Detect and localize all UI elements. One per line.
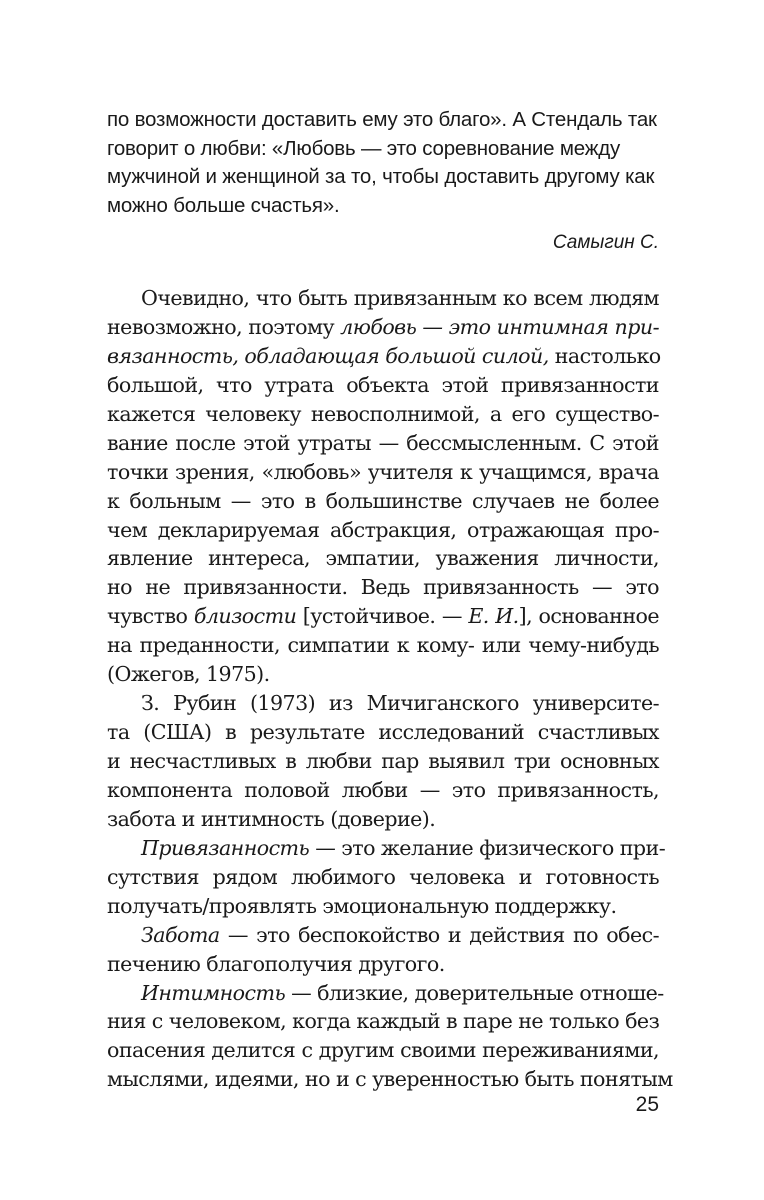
text-line: печению благополучия другого. — [107, 951, 445, 976]
text-run: невозможно, поэтому — [107, 314, 341, 339]
quote-line: мужчиной и женщиной за то, чтобы доставить другому как — [107, 165, 655, 188]
text-line — [107, 602, 659, 631]
text-line: но не привязанности. Ведь привязанность — это — [107, 575, 659, 600]
text-line: большой, что утрата объекта этой привязанности — [107, 372, 659, 397]
term-attachment: Привязанность — [141, 835, 310, 860]
text-line: и несчастливых в любви пар выявил три основных — [107, 749, 659, 773]
text-line: точки зрения, «любовь» учителя к учащимся, врача — [107, 459, 659, 484]
emphasis-text: близости — [193, 604, 297, 629]
text-run: ], основанное — [518, 604, 659, 629]
text-line: к больным — это в большинстве случаев не более — [107, 488, 659, 513]
text-line: кажется человеку невосполнимой, а его существо- — [107, 401, 659, 426]
book-page — [107, 0, 673, 1200]
text-line: вание после этой утраты — бессмысленным. С этой — [107, 430, 659, 455]
emphasis-text: любовь — это интимная при- — [340, 314, 659, 339]
page-number: 25 — [635, 1093, 659, 1116]
text-line: сутствия рядом любимого человека и готовность — [107, 864, 659, 889]
text-line: явление интереса, эмпатии, уважения личности, — [107, 546, 659, 571]
text-line: З. Рубин (1973) из Мичиганского университе- — [141, 691, 659, 716]
author-initials: Е. И. — [468, 604, 519, 629]
quote-line: по возможности доставить ему это благо». А Стендаль так — [107, 108, 657, 131]
text-line: ния с человеком, когда каждый в паре не только без — [107, 1009, 660, 1034]
emphasis-text: вязанность, обладающая большой силой, — [107, 343, 549, 368]
text-run: — это беспокойство и действия по обес- — [219, 922, 659, 947]
term-care: Забота — [141, 922, 220, 947]
text-run: [устойчивое. — — [296, 604, 469, 629]
text-run: — это желание физического при- — [309, 835, 666, 860]
text-line — [107, 313, 659, 342]
text-run: — близкие, доверительные отноше- — [285, 980, 664, 1005]
text-line: компонента половой любви — это привязанность, — [107, 777, 659, 802]
text-run: настолько — [548, 343, 661, 368]
text-line — [107, 834, 666, 863]
text-line: та (США) в результате исследований счастливых — [107, 720, 659, 745]
text-line: мыслями, идеями, но и с уверенностью быть понятым — [107, 1067, 673, 1092]
text-line: на преданности, симпатии к кому- или чему-нибудь — [107, 633, 659, 658]
quote-line: можно больше счастья». — [107, 193, 340, 217]
text-run: чувство — [107, 604, 194, 629]
text-line: забота и интимность (доверие). — [107, 806, 436, 831]
text-line: получать/проявлять эмоциональную поддержку. — [107, 893, 617, 918]
quote-attribution: Самыгин С. — [552, 232, 659, 253]
text-line — [107, 342, 659, 371]
text-line: опасения делится с другим своими переживаниями, — [107, 1038, 659, 1063]
text-line — [107, 921, 659, 950]
term-intimacy: Интимность — [141, 980, 286, 1005]
body-text — [107, 284, 673, 1094]
text-line: чем декларируемая абстракция, отражающая про- — [107, 517, 659, 542]
text-line — [107, 979, 664, 1008]
text-line: Очевидно, что быть привязанным ко всем людям — [141, 286, 659, 310]
text-line: (Ожегов, 1975). — [107, 662, 270, 687]
epigraph-quote — [107, 106, 659, 220]
quote-line: говорит о любви: «Любовь — это соревнование между — [107, 136, 621, 160]
